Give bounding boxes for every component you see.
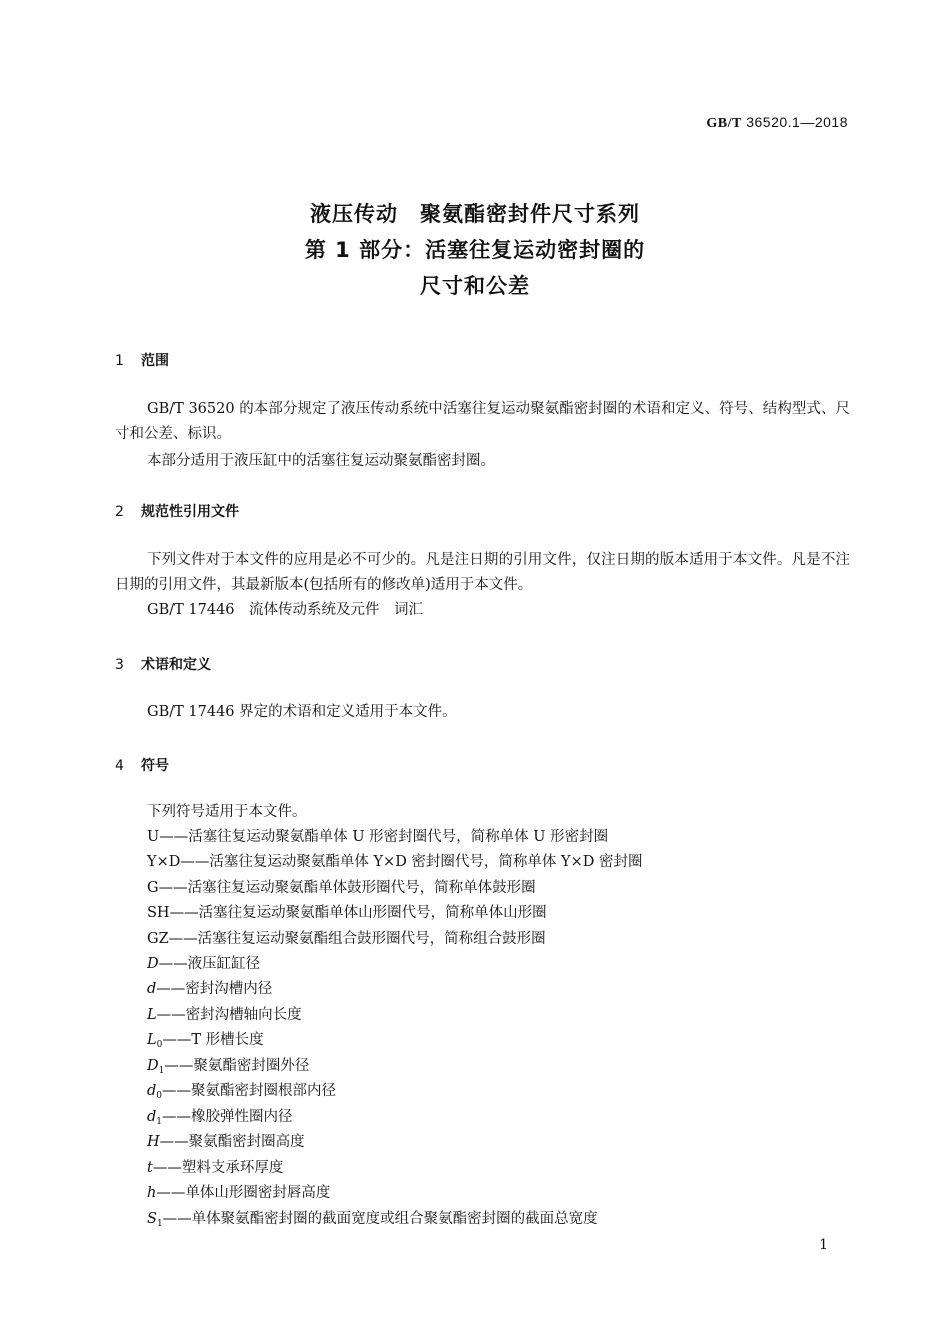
section-3-heading: 3 术语和定义 (115, 657, 211, 673)
symbol-item: $d_0——$聚氨酯密封圈根部内径 (147, 1083, 337, 1101)
symbol-item: $S_1——$单体聚氨酯密封圈的截面宽度或组合聚氨酯密封圈的截面总宽度 (147, 1211, 598, 1229)
section-1-paragraph-1: GB/T 36520 的本部分规定了液压传动系统中活塞往复运动聚氨酯密封圈的术语和定义、符号、结构型式、尺寸和公差、标识。 (115, 401, 850, 442)
symbol-item: G——活塞往复运动聚氨酯单体鼓形圈代号，简称单体鼓形圈 (147, 880, 536, 896)
title-line-1: 液压传动 聚氨酯密封件尺寸系列 (310, 202, 640, 226)
symbol-item: $d_1——$橡胶弹性圈内径 (147, 1109, 293, 1127)
symbol-item: Y×D——活塞往复运动聚氨酯单体 Y×D 密封圈代号，简称单体 Y×D 密封圈 (147, 854, 643, 870)
symbol-item: D——液压缸缸径 (147, 956, 261, 972)
symbol-item: GZ——活塞往复运动聚氨酯组合鼓形圈代号，简称组合鼓形圈 (147, 931, 546, 947)
title-line-2: 第 1 部分：活塞往复运动密封圈的 (304, 238, 646, 262)
symbol-item: d——密封沟槽内径 (147, 981, 273, 997)
symbol-item: U——活塞往复运动聚氨酯单体 U 形密封圈代号，简称单体 U 形密封圈 (147, 829, 609, 845)
page-number: 1 (819, 1237, 828, 1253)
section-4-intro: 下列符号适用于本文件。 (147, 804, 307, 820)
section-4-heading: 4 符号 (115, 758, 169, 774)
section-1-paragraph-2: 本部分适用于液压缸中的活塞往复运动聚氨酯密封圈。 (147, 453, 495, 469)
title-line-3: 尺寸和公差 (420, 274, 530, 298)
document-title (0, 196, 950, 304)
symbol-item: $D_1——$聚氨酯密封圈外径 (147, 1058, 310, 1076)
symbol-item: h——单体山形圈密封唇高度 (147, 1185, 331, 1201)
section-3-paragraph-1: GB/T 17446 界定的术语和定义适用于本文件。 (147, 704, 457, 720)
symbol-item: $L_0——T$ 形槽长度 (147, 1032, 264, 1050)
section-2-reference: GB/T 17446 流体传动系统及元件 词汇 (147, 602, 424, 618)
symbol-item: H——聚氨酯密封圈高度 (147, 1134, 305, 1150)
symbol-item: t——塑料支承环厚度 (147, 1160, 284, 1176)
symbol-item: SH——活塞往复运动聚氨酯单体山形圈代号，简称单体山形圈 (147, 905, 547, 921)
standard-code: GB/T 36520.1—2018 (706, 114, 848, 131)
symbol-item: L——密封沟槽轴向长度 (147, 1007, 302, 1023)
section-2-heading: 2 规范性引用文件 (115, 504, 239, 520)
section-2-paragraph-1: 下列文件对于本文件的应用是必不可少的。凡是注日期的引用文件，仅注日期的版本适用于本文件。凡是不注日期的引用文件，其最新版本(包括所有的修改单)适用于本文件。 (115, 552, 850, 593)
section-1-heading: 1 范围 (115, 353, 169, 369)
